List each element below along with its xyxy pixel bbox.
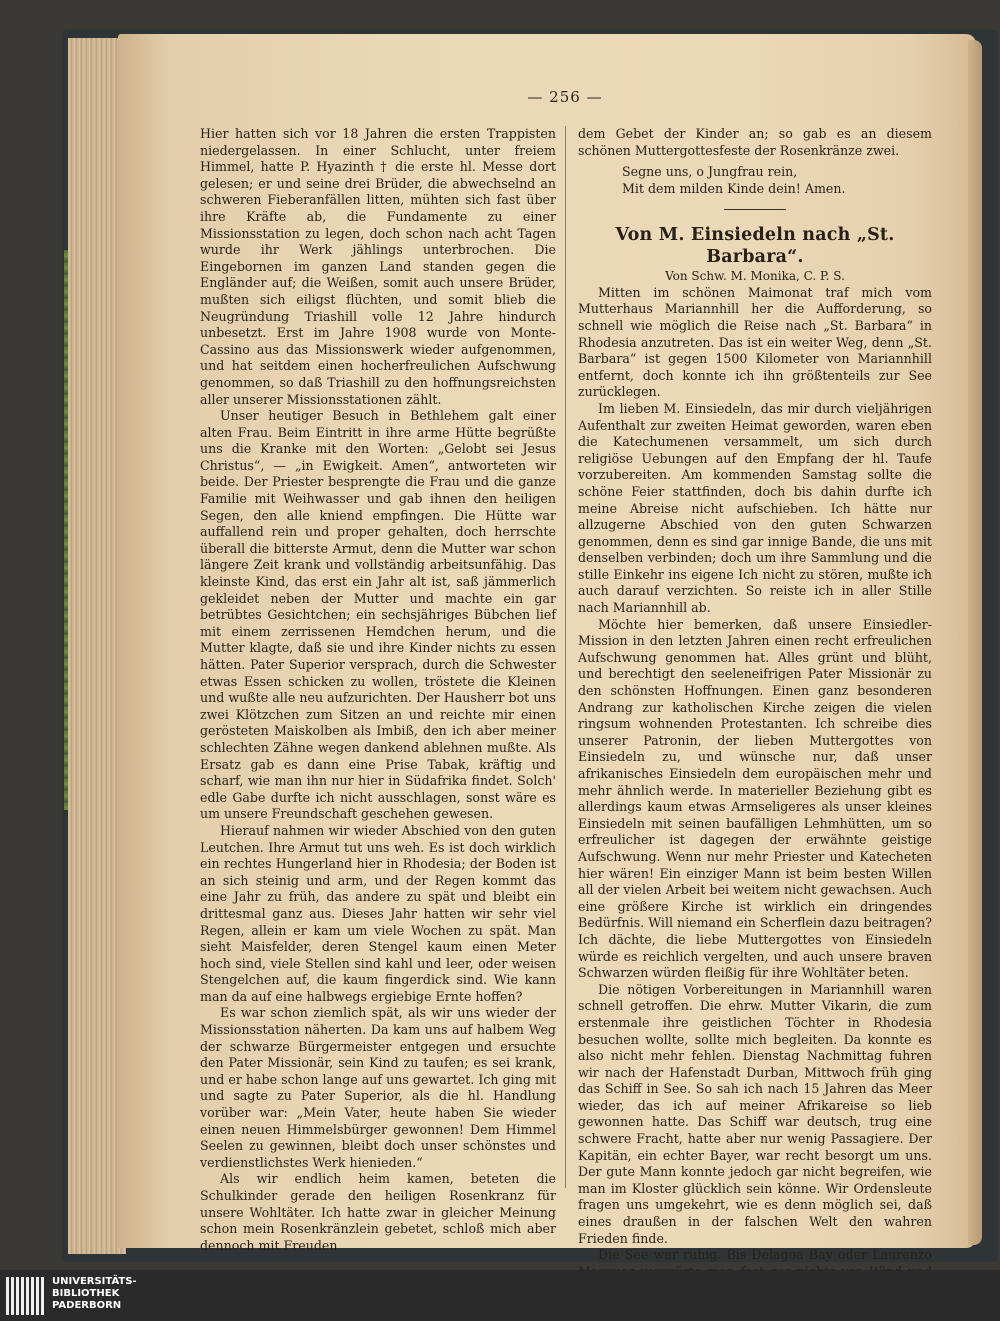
paragraph: Möchte hier bemerken, daß unsere Einsiedler-Mission in den letzten Jahren einen recht erfreulichen Aufschwung genommen hat. Alles grünt und blüht, und berechtigt den seeleneifrigen Pater Missionär zu den schönsten Hoffnungen. Einen ganz besonderen Andrang zur katholischen Kirche zeigen die vielen ringsum wohnenden Protestanten. Ich schreibe dies unserer Patronin, der lieben Muttergottes von Einsiedeln zu, und wünsche nur, daß unser afrikanisches Einsiedeln dem europäischen mehr und mehr ähnlich werde. In materieller Beziehung gibt es allerdings kaum etwas Armseligeres als unser kleines Einsiedeln mit seinen baufälligen Lehmhütten, um so erfreulicher ist dagegen der erwähnte geistige Aufschwung. Wenn nur mehr Priester und Katecheten hier wären! Ein einziger Mann ist beim besten Willen all der vielen Arbeit bei weitem nicht gewachsen. Auch eine größere Kirche ist wirklich ein dringendes Bedürfnis. Will niemand ein Scherflein dazu beitragen? Ich dächte, die liebe Muttergottes von Einsiedeln würde es reichlich vergelten, und auch unsere braven Schwarzen würden fleißig für ihre Wohltäter beten.: [578, 616, 932, 981]
paragraph: Hier hatten sich vor 18 Jahren die ersten Trappisten niedergelassen. In einer Schlucht, unter freiem Himmel, hatte P. Hyazinth † die erste hl. Messe dort gelesen; er und seine drei Brüder, die abwechselnd an schweren Fieberanfällen litten, mühten sich fast über ihre Kräfte ab, die Fundamente zu einer Missionsstation zu legen, doch schon nach acht Tagen wurde ihr Werk jählings unterbrochen. Die Eingebornen im ganzen Land standen gegen die Engländer auf; die Weißen, somit auch unsere Brüder, mußten sich eiligst flüchten, und somit blieb die Neugründung Triashill volle 12 Jahre hindurch unbesetzt. Erst im Jahre 1908 wurde von Monte-Cassino aus das Missionswerk wieder aufgenommen, und hat seitdem einen hocherfreulichen Aufschwung genommen, so daß Triashill zu den hoffnungsreichsten aller unserer Missionsstationen zählt.: [200, 126, 556, 407]
paragraph: Unser heutiger Besuch in Bethlehem galt einer alten Frau. Beim Eintritt in ihre arme Hütte begrüßte uns die Kranke mit den Worten: „Gelobt sei Jesus Christus“, — „in Ewigkeit. Amen“, antworteten wir beide. Der Priester besprengte die Frau und die ganze Familie mit Weihwasser und gab ihnen den heiligen Segen, den alle kniend empfingen. Die Hütte war auffallend rein und proper gehalten, doch herrschte überall die bitterste Armut, denn die Mutter war schon längere Zeit krank und vollständig arbeitsunfähig. Das kleinste Kind, das erst ein Jahr alt ist, saß jämmerlich gekleidet neben der Mutter und machte ein gar betrübtes Gesichtchen; ein sechsjähriges Bübchen lief mit einem zerrissenen Hemdchen herum, und die Mutter klagte, daß sie und ihre Kinder nichts zu essen hätten. Pater Superior versprach, durch die Schwester etwas Essen schicken zu wollen, tröstete die Kleinen und wußte alle neu aufzurichten. Der Hausherr bot uns zwei Klötzchen zum Sitzen an und reichte mir einen gerösteten Maiskolben als Imbiß, den ich aber meiner schlechten Zähne wegen dankend ablehnen mußte. Als Ersatz gab es dann eine Prise Tabak, kräftig und scharf, wie man ihn nur hier in Südafrika findet. Solch' edle Gabe durfte ich nicht ausschlagen, sonst wäre es um unsere Freundschaft geschehen gewesen.: [200, 408, 556, 822]
left-column: [200, 126, 556, 1254]
page-number: — 256 —: [527, 88, 603, 106]
paragraph: Die See war ruhig. Bis Delagoa Bay oder Laurenzo: [598, 1247, 932, 1263]
library-footer: [0, 1270, 1000, 1321]
column-divider: [565, 126, 566, 1188]
verse-line: Mit dem milden Kinde dein! Amen.: [622, 181, 846, 197]
paragraph: Es war schon ziemlich spät, als wir uns wieder der Missionsstation näherten. Da kam uns auf halbem Weg der schwarze Bürgermeister entgegen und ersuchte den Pater Missionär, sein Kind zu taufen; es sei krank, und er habe schon lange auf uns gewartet. Ich ging mit und sagte zu Pater Superior, als die hl. Handlung vorüber war: „Mein Vater, heute haben Sie wieder einen neuen Himmelsbürger gewonnen! Dem Himmel Seelen zu gewinnen, bleibt doch unser schönstes und verdienstlichstes Werk hienieden.“: [200, 1005, 556, 1170]
paragraph: Hierauf nahmen wir wieder Abschied von den guten Leutchen. Ihre Armut tut uns weh. Es ist doch wirklich ein rechtes Hungerland hier in Rhodesia; der Boden ist an sich steinig und arm, und der Regen kommt das eine Jahr zu früh, das andere zu spät und bleibt ein drittesmal ganz aus. Dieses Jahr hatten wir sehr viel Regen, allein er kam um viele Wochen zu spät. Man sieht Maisfelder, deren Stengel kaum einen Meter hoch sind, viele Stellen sind kahl und leer, oder weisen Stengelchen auf, die kaum fingerdick sind. Wie kann man da auf eine halbwegs ergiebige Ernte hoffen?: [200, 822, 556, 1004]
article-title: Von M. Einsiedeln nach „St. Barbara“.: [615, 225, 895, 268]
logo-line: UNIVERSITÄTS-: [52, 1276, 137, 1287]
library-logo-text: [52, 1276, 137, 1312]
logo-line: PADERBORN: [52, 1300, 122, 1311]
article-body: [578, 285, 932, 1314]
paragraph: Als wir endlich heim kamen, beteten die Schulkinder gerade den heiligen Rosenkranz für unsere Wohltäter. Ich hatte zwar in gleicher Meinung schon mein Rosenkränzlein gebetet, schloß mich aber dennoch mit Freuden: [200, 1171, 556, 1253]
right-column-intro: dem Gebet der Kinder an; so gab es an diesem schönen Muttergottesfeste der Rosenkränze zwei.: [578, 126, 932, 158]
section-rule: [724, 209, 786, 210]
verse-block: [622, 163, 932, 197]
paragraph: Die nötigen Vorbereitungen in Mariannhill waren schnell getroffen. Die ehrw. Mutter Vikarin, die zum erstenmale ihre geistlichen Töchter in Rhodesia besuchen wollte, sollte mich begleiten. Da konnte es also nicht mehr fehlen. Dienstag Nachmittag fuhren wir nach der Hafenstadt Durban, Mittwoch früh ging das Schiff in See. So sah ich nach 15 Jahren das Meer wieder, das ich auf meiner Afrikareise so lieb gewonnen hatte. Das Schiff war deutsch, trug eine schwere Fracht, hatte aber nur wenig Passagiere. Der Kapitän, ein echter Bayer, war recht besorgt um uns. Der gute Mann konnte jedoch gar nicht begreifen, wie man im Kloster glücklich sein könne. Wir Ordensleute fragen uns umgekehrt, wie es denn möglich sei, daß eines draußen in der falschen Welt den wahren Frieden finde.: [578, 981, 932, 1246]
library-logo-icon: [6, 1277, 46, 1315]
verse-line: Segne uns, o Jungfrau rein,: [622, 164, 798, 180]
paragraph: Mitten im schönen Maimonat traf mich vom Mutterhaus Mariannhill her die Aufforderung, so schnell wie möglich die Reise nach „St. Barbara“ in Rhodesia anzutreten. Das ist ein weiter Weg, denn „St. Barbara“ ist gegen 1500 Kilometer von Mariannhill entfernt, doch konnte ich ihn größtenteils zur See zurücklegen.: [578, 284, 932, 400]
paragraph: Im lieben M. Einsiedeln, das mir durch vieljährigen Aufenthalt zur zweiten Heimat geworden, waren eben die Katechumenen versammelt, um sich durch religiöse Uebungen auf den Empfang der hl. Taufe vorzubereiten. Am kommenden Samstag sollte die schöne Feier stattfinden, doch bis dahin durfte ich meine Abreise nicht aufschieben. Ich hätte nur allzugerne Abschied von den guten Schwarzen genommen, denn es sind gar innige Bande, die uns mit denselben verbinden; doch um ihre Sammlung und die stille Einkehr ins eigene Ich nicht zu stören, mußte ich auch darauf verzichten. So reiste ich in aller Stille nach Mariannhill ab.: [578, 400, 932, 616]
logo-line: BIBLIOTHEK: [52, 1288, 120, 1299]
right-column: [578, 126, 932, 1314]
article-byline: Von Schw. M. Monika, C. P. S.: [665, 269, 845, 284]
page-edge-right: [968, 40, 982, 1245]
